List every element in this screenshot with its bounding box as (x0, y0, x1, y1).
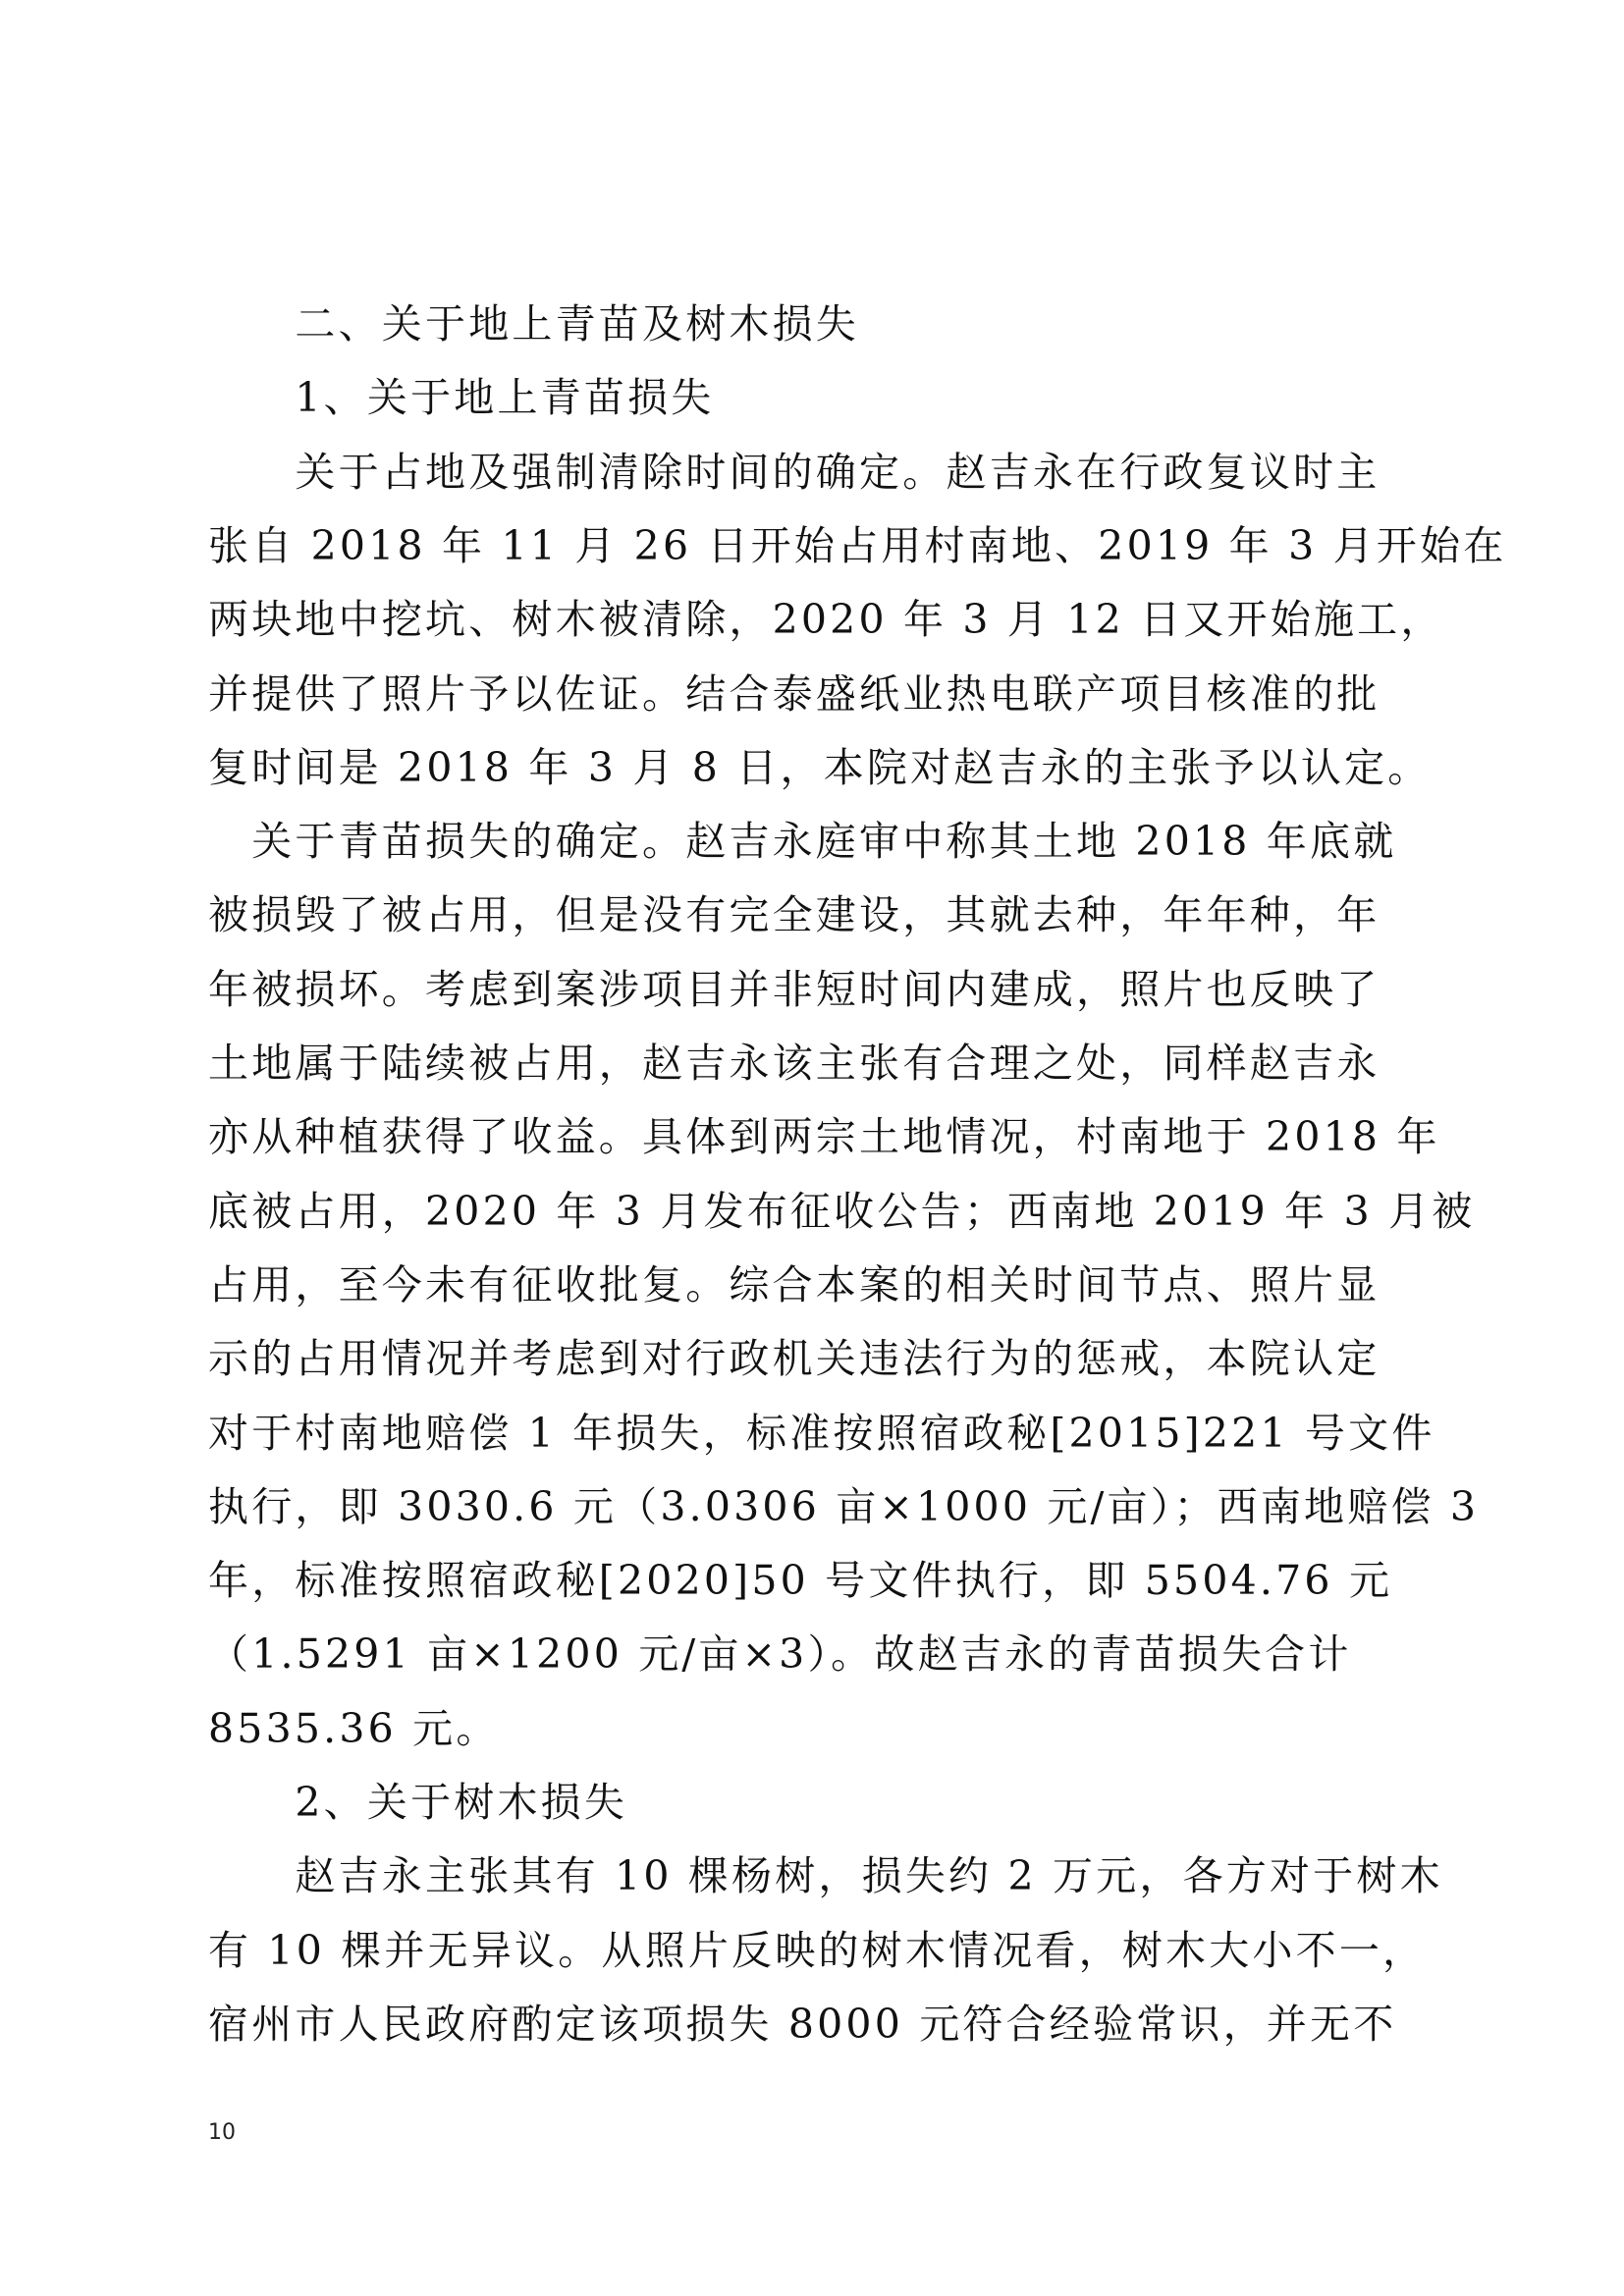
page-number: 10 (208, 2120, 236, 2145)
text-line: 土地属于陆续被占用，赵吉永该主张有合理之处，同样赵吉永 (208, 1040, 1380, 1087)
text-line: 1、关于地上青苗损失 (208, 374, 715, 421)
text-line: 示的占用情况并考虑到对行政机关违法行为的惩戒，本院认定 (208, 1335, 1380, 1382)
text-line: 被损毁了被占用，但是没有完全建设，其就去种，年年种，年 (208, 891, 1380, 938)
text-line: 亦从种植获得了收益。具体到两宗土地情况，村南地于 2018 年 (208, 1113, 1440, 1160)
text-line: 二、关于地上青苗及树木损失 (208, 300, 859, 347)
text-line: 2、关于树木损失 (208, 1779, 628, 1826)
text-line: （1.5291 亩×1200 元/亩×3）。故赵吉永的青苗损失合计 (208, 1630, 1352, 1678)
text-line: 有 10 棵并无异议。从照片反映的树木情况看，树木大小不一， (208, 1927, 1427, 1974)
text-line: 占用，至今未有征收批复。综合本案的相关时间节点、照片显 (208, 1261, 1380, 1308)
text-line: 执行，即 3030.6 元（3.0306 亩×1000 元/亩）；西南地赔偿 3 (208, 1483, 1480, 1530)
text-line: 两块地中挖坑、树木被清除，2020 年 3 月 12 日又开始施工， (208, 596, 1444, 643)
text-line: 复时间是 2018 年 3 月 8 日，本院对赵吉永的主张予以认定。 (208, 744, 1432, 791)
text-line: 关于青苗损失的确定。赵吉永庭审中称其土地 2018 年底就 (208, 818, 1397, 865)
text-line: 关于占地及强制清除时间的确定。赵吉永在行政复议时主 (208, 449, 1380, 496)
text-line: 底被占用，2020 年 3 月发布征收公告；西南地 2019 年 3 月被 (208, 1188, 1476, 1235)
text-line: 并提供了照片予以佐证。结合泰盛纸业热电联产项目核准的批 (208, 670, 1380, 718)
text-line: 赵吉永主张其有 10 棵杨树，损失约 2 万元，各方对于树木 (208, 1852, 1443, 1899)
text-line: 对于村南地赔偿 1 年损失，标准按照宿政秘[2015]221 号文件 (208, 1410, 1435, 1457)
text-line: 张自 2018 年 11 月 26 日开始占用村南地、2019 年 3 月开始在 (208, 522, 1507, 569)
text-line: 年，标准按照宿政秘[2020]50 号文件执行，即 5504.76 元 (208, 1557, 1393, 1604)
text-line: 年被损坏。考虑到案涉项目并非短时间内建成，照片也反映了 (208, 966, 1380, 1013)
text-line: 8535.36 元。 (208, 1705, 500, 1752)
text-line: 宿州市人民政府酌定该项损失 8000 元符合经验常识，并无不 (208, 2001, 1397, 2048)
